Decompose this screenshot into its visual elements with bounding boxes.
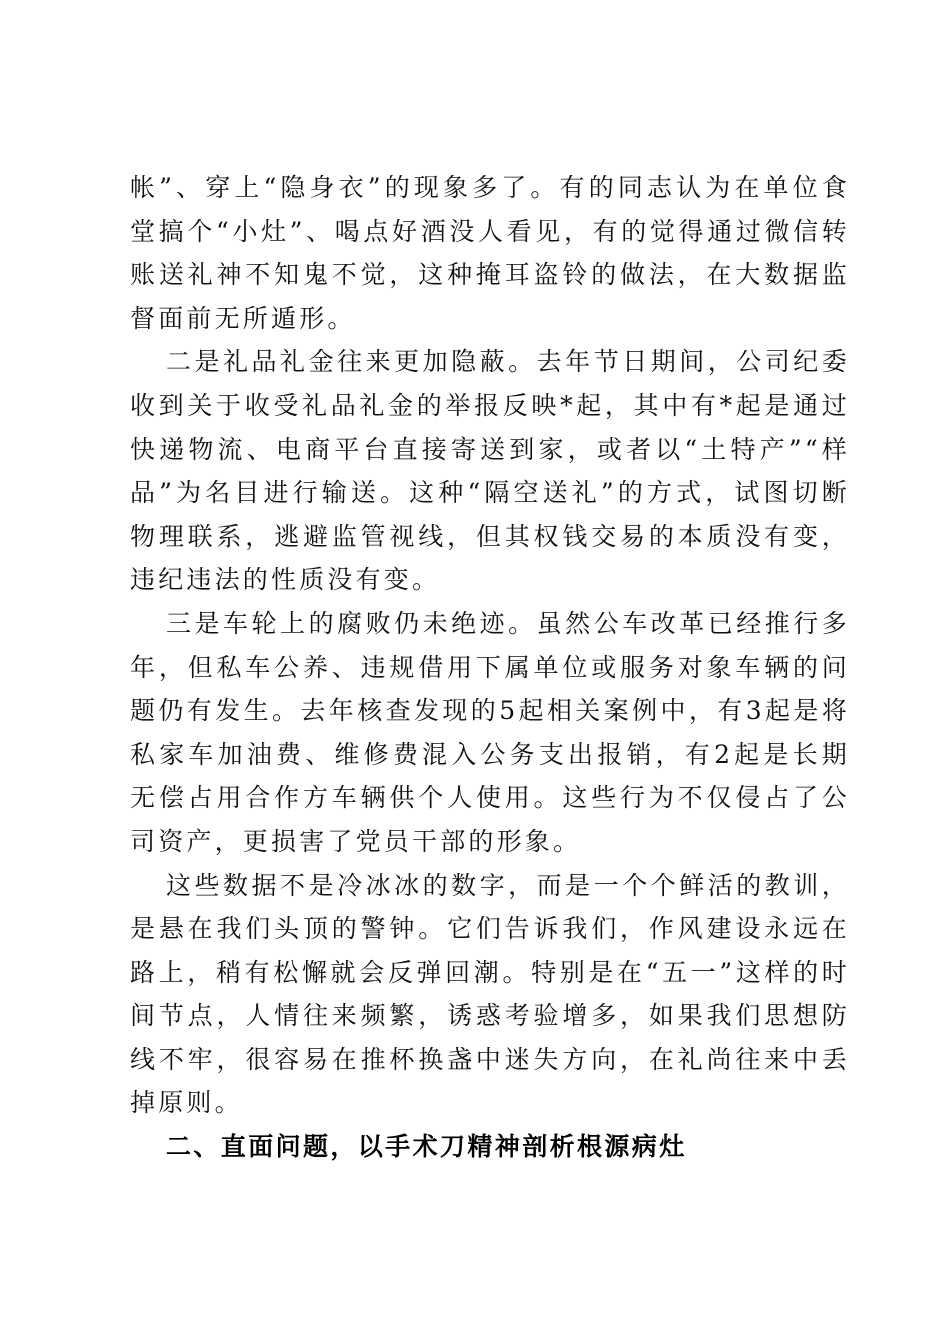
paragraph-gifts: 二是礼品礼金往来更加隐蔽。去年节日期间，公司纪委收到关于收受礼品礼金的举报反映*起，其中有*起是通过快递物流、电商平台直接寄送到家，或者以“土特产”“样品”为名目进行输送。这种“隔空送礼”的方式，试图切断物理联系，逃避监管视线，但其权钱交易的本质没有变，违纪违法的性质没有变。 bbox=[130, 347, 850, 595]
paragraph-warning: 这些数据不是冷冰冰的数字，而是一个个鲜活的教训，是悬在我们头顶的警钟。它们告诉我们，作风建设永远在路上，稍有松懈就会反弹回潮。特别是在“五一”这样的时间节点，人情往来频繁，诱惑考验增多，如果我们思想防线不牢，很容易在推杯换盏中迷失方向，在礼尚往来中丢掉原则。 bbox=[130, 870, 850, 1118]
paragraph-vehicles: 三是车轮上的腐败仍未绝迹。虽然公车改革已经推行多年，但私车公养、违规借用下属单位或服务对象车辆的问题仍有发生。去年核查发现的5起相关案例中，有3起是将私家车加油费、维修费混入公务支出报销，有2起是长期无偿占用合作方车辆供个人使用。这些行为不仅侵占了公司资产，更损害了党员干部的形象。 bbox=[130, 608, 850, 856]
paragraph-continuation: 帐”、穿上“隐身衣”的现象多了。有的同志认为在单位食堂搞个“小灶”、喝点好酒没人看见，有的觉得通过微信转账送礼神不知鬼不觉，这种掩耳盗铃的做法，在大数据监督面前无所遁形。 bbox=[130, 173, 850, 333]
document-body bbox=[130, 166, 850, 1169]
section-heading: 二、直面问题，以手术刀精神剖析根源病灶 bbox=[166, 1132, 687, 1162]
